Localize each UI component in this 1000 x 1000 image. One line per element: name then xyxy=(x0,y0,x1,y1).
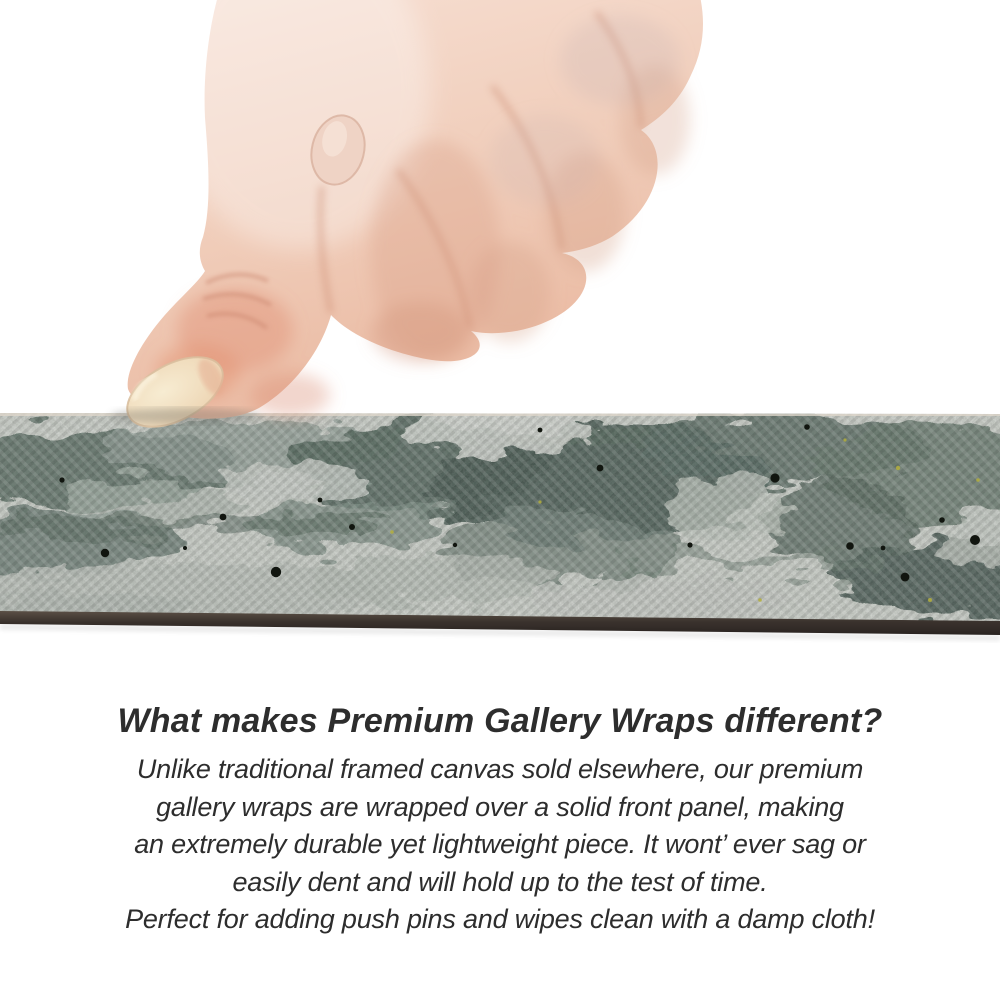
caption-line: easily dent and will hold up to the test of time. xyxy=(232,866,768,897)
caption-line: Unlike traditional framed canvas sold elsewhere, our premium xyxy=(136,754,864,784)
caption xyxy=(0,698,1000,939)
hand-pressing-thumb-on-canvas xyxy=(110,0,703,441)
thumb-contact-shadow xyxy=(110,408,260,424)
caption-line: Perfect for adding push pins and wipes clean with a damp cloth! xyxy=(125,904,875,934)
caption-line: an extremely durable yet lightweight piece. It wont’ ever sag or xyxy=(134,829,866,859)
caption-line: gallery wraps are wrapped over a solid front panel, making xyxy=(156,791,844,822)
gallery-wrap-canvas-edge xyxy=(0,406,1000,641)
caption-headline: What makes Premium Gallery Wraps different? xyxy=(117,702,883,740)
